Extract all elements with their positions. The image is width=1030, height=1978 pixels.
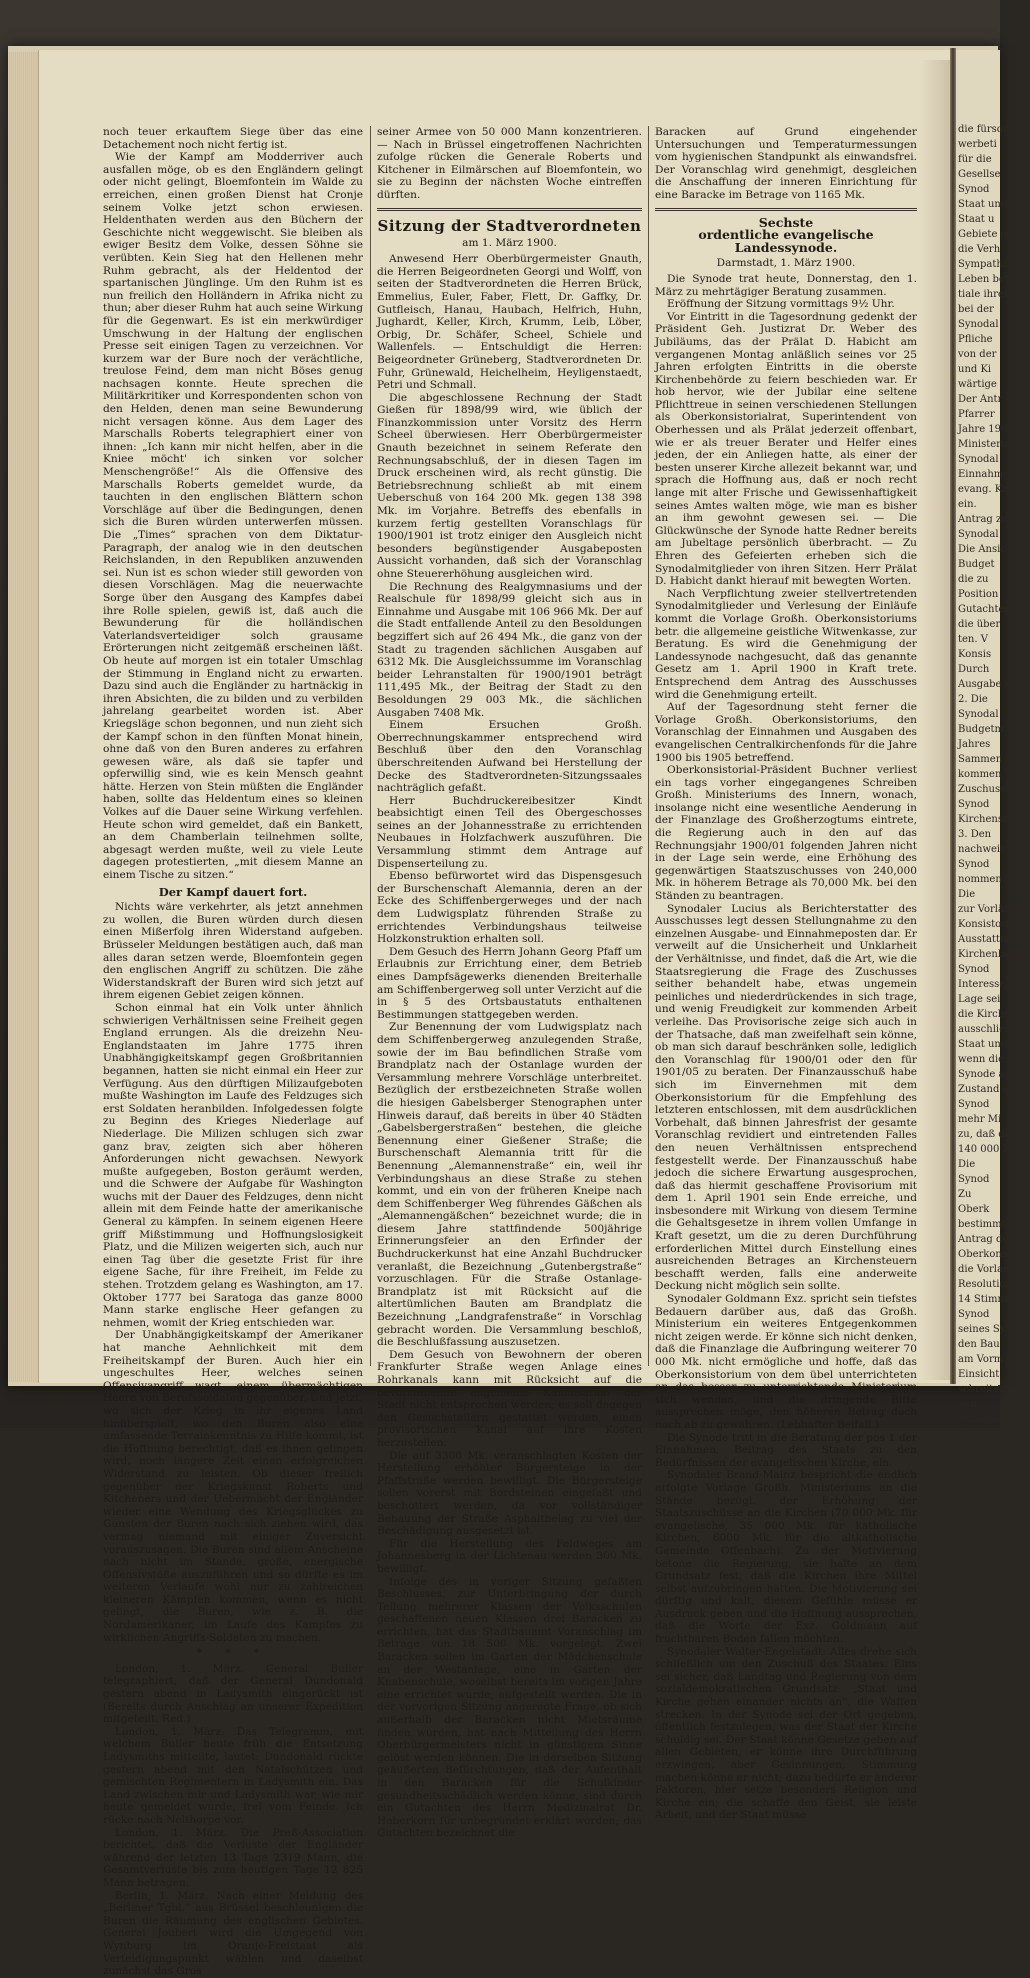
facing-page-line: schreiten.: [958, 1384, 1009, 1395]
facing-page-line: Staat u: [958, 214, 995, 225]
telegram-paragraph: London, 1. März. Die Preß-Association berichtet, daß die Verluste der Engländer während der letzten 13 Tage 2319 Mann, die Gesamtverluste bis zum heutigen Tage 12 825 Mann betragen.: [103, 1826, 363, 1889]
separator-stars: * * *: [196, 1647, 270, 1660]
paragraph: Nichts wäre verkehrter, als jetzt annehmen zu wollen, die Buren würden durch diesen einen Mißerfolg ihren Widerstand aufgeben. Brüsseler Meldungen bestätigen auch, daß man alles daran setzen werde, Bloemfontein gegen den englischen Angriff zu schützen. Die zähe Widerstandskraft der Buren wird sich jetzt auf ihrem eigenen Gebiet zeigen können.: [103, 901, 363, 1002]
page-shadow: [920, 60, 950, 1380]
paragraph: Synodaler Brand-Mainz bespricht die endlich erfolgte Vorlage Großh. Ministeriums an die Stände bezügl. der Erhöhung der Staatszuschüsse an die Kirchen (70 000 Mk. für evangelische, 35 000 Mk. für katholische Kirchen, 6000 Mk. für die altkatholische Gemeinde Offenbach). Zu der Motivierung betone die Regierung, sie halte an dem Grundsatz fest, daß die Kirchen ihre Mittel selbst aufzubringen hätten. Die Motivierung sei dürftig und kalt, diesem Gefühle müsse er Ausdruck geben und die Hoffnung aussprechen, daß die Worte der Exz. Goldmann auf fruchtbaren Boden fallen möchten.: [655, 1469, 917, 1646]
facing-page-line: Vorsch: [958, 1444, 993, 1455]
facing-page-line: evang. Kirche: [958, 484, 1029, 495]
facing-page-line: kommen: [958, 769, 1002, 780]
paragraph: Schon einmal hat ein Volk unter ähnlich schwierigen Verhältnissen seine Freiheit gegen England errungen. Als die dreizehn Neu-Englandstaaten im Jahre 1775 ihren Unabhängigkeitskampf gegen Großbritannien begannen, hatten sie nicht einmal ein Heer zur Verfügung. Aus den dürftigen Milizaufgeboten mußte Washington im Laufe des Feldzuges sich erst Soldaten heranbilden. Infolgedessen folgte zu Beginn des Krieges Niederlage auf Niederlage. Die Milizen schlugen sich zwar ganz brav, zeigten sich aber höheren Anforderungen nicht gewachsen. Newyork mußte aufgegeben, Boston geräumt werden, und die Schwere der Aufgabe für Washington wuchs mit der Dauer des Feldzuges, denn nicht allein mit dem Feinde hatte der amerikanische General zu kämpfen. In seinem eigenen Heere griff Mißstimmung und Hoffnungslosigkeit Platz, und die Milizen weigerten sich, auch nur einen Tag über die gesetzte Frist für ihre eigene Sache, für ihre Freiheit, im Felde zu stehen. Trotzdem gelang es Washington, am 17. Oktober 1777 bei Saratoga das ganze 8000 Mann starke englische Heer gefangen zu nehmen, womit der Krieg entschieden war.: [103, 1001, 363, 1329]
facing-page-line: Sammen: [958, 754, 1003, 765]
facing-page-line: Interesse: [958, 979, 1006, 990]
paragraph: Die Rechnung des Realgymnasiums und der Realschule für 1898/99 gleicht sich aus in Einnahme und Ausgabe mit 106 966 Mk. Der auf die Stadt entfallende Anteil zu den Besoldungen begziffert sich auf 26 494 Mk., die ganz von der Stadt zu tragenden sächlichen Ausgaben auf 6312 Mk. Die Ausgleichssumme im Voranschlag beider Lehranstalten für 1900/1901 beträgt 111,495 Mk., der Beitrag der Stadt zu den Besoldungen 29 003 Mk., die sächlichen Ausgaben 7408 Mk.: [377, 580, 642, 719]
facing-page-line: Oberkonsi: [958, 1249, 1011, 1260]
paragraph: Ebenso befürwortet wird das Dispensgesuch der Burschenschaft Alemannia, deren an der Ecke des Schiffenbergerweges und der nach dem Ludwigsplatz führenden Straße zu errichtendes Verbindungshaus teilweise Holzkonstruktion erhalten soll.: [377, 870, 642, 946]
facing-page-line: Zustand ein: [958, 1084, 1019, 1095]
facing-page-line: Konsistorium: [958, 919, 1026, 930]
facing-page-line: Die Ansic: [958, 544, 1006, 555]
facing-page-line: am Vorm: [958, 1354, 1004, 1365]
facing-page-line: Die: [958, 889, 976, 900]
facing-page-line: für die: [958, 154, 992, 165]
facing-page-line: Budget: [958, 559, 995, 570]
paragraph: Für die Herstellung des Feldweges am Johannesberg in der Lichtenau werden 300 Mk. bewilligt.: [377, 1537, 642, 1575]
facing-page-line: Kirchenbaue: [958, 949, 1023, 960]
facing-page-line: Budgetm: [958, 724, 1005, 735]
column-3: [655, 126, 917, 1822]
facing-page-line: zu, daß di: [958, 1129, 1008, 1140]
paragraph: Die Synode tritt in die Beratung der pos 1 der Einnahmen, Beitrag des Staats zu den Bedürfnissen der evangelischen Kirche, ein.: [655, 1431, 917, 1469]
facing-page-line: die Kirchen: [958, 1009, 1017, 1020]
facing-page-line: mehr Mi: [958, 1114, 1002, 1125]
facing-page-line: wenn die: [958, 1054, 1005, 1065]
facing-page-line: die Vorlage: [958, 1264, 1016, 1275]
facing-page-line: den Bau: [958, 1339, 1000, 1350]
telegram-paragraph: Berlin, 1. März. Nach einer Meldung des „Berliner Tgbl.“ aus Brüssel beschleunigen die Buren die Räumung des englischen Gebietes. General Joubert wird die Umgegend von Wynburg im Oranje-Freistaat als Verteidigungspunkt wählen und daselbst zunächst das Gros: [103, 1889, 363, 1978]
facing-page-line: die Verh: [958, 244, 1001, 255]
facing-page-line: Ausstattun: [958, 934, 1013, 945]
facing-page-line: Synodal: [958, 529, 999, 540]
paragraph: seiner Armee von 50 000 Mann konzentrieren. — Nach in Brüssel eingetroffenen Nachrichten zufolge rücken die Generale Roberts und Kitchener in Eilmärschen auf Bloemfontein, wo sie zu Beginn der nächsten Woche eintreffen dürften.: [377, 126, 642, 201]
telegram-paragraph: London, 1. März. General Buller telegraphiert, daß der General Dundonald gestern abend in Ladysmith eingerückt ist (Bereits durch Anschlag an unserer Expedition mitgeteilt. Red.): [103, 1662, 363, 1726]
facing-page-line: und Ki: [958, 364, 992, 375]
facing-page-line: Einsicht: [958, 1369, 1000, 1380]
facing-page-line: Synod: [958, 799, 990, 810]
facing-page-text: [956, 50, 1030, 1457]
facing-page-line: Gutachten: [958, 604, 1011, 615]
facing-page-line: Kirchenstel: [958, 814, 1017, 825]
article-title-line-2: ordentliche evangelische Landessynode.: [698, 227, 874, 255]
facing-page-line: Durch: [958, 664, 990, 675]
facing-page-line: 14 Stimmen: [958, 1294, 1020, 1305]
article-title-line-1: Sechste: [758, 214, 814, 230]
facing-page-line: Gesellse: [958, 169, 1001, 180]
facing-page-fragment: [956, 50, 1030, 1455]
facing-page-line: Synod: [958, 859, 990, 870]
facing-page-line: ten. V: [958, 634, 988, 645]
paragraph: Vor Eintritt in die Tagesordnung gedenkt der Präsident Geh. Justizrat Dr. Weber des Jubiläums, das der Prälat D. Habicht am vergangenen Montag anläßlich seines vor 25 Jahren erfolgten Eintritts in die oberste Kirchenbehörde zu feiern beschieden war. Er hob hervor, wie der Jubilar eine seltene Pflichttreue in seinen verschiedenen Stellungen als Oberkonsistorialrat, Superintendent von Oberhessen und als Prälat jederzeit offenbart, wie er als treuer Berater und Helfer eines jeden, der ein Anliegen hatte, als einer der besten unserer Kirche allezeit bekannt war, und sprach die Hoffnung aus, daß er noch recht lange mit alter Frische und Gewissenhaftigkeit seines Amtes walten möge, wie man es bisher an ihm gewohnt gewesen sei. — Die Glückwünsche der Synode hatte Redner bereits am Jubeltage persönlich überbracht. — Zu Ehren des Gefeierten erheben sich die Synodalmitglieder von ihren Sitzen. Herr Prälat D. Habicht dankt hierauf mit bewegten Worten.: [655, 310, 917, 588]
paragraph: Nach Verpflichtung zweier stellvertretenden Synodalmitglieder und Verlesung der Einläufe kommt die Vorlage Großh. Oberkonsistoriums betr. die allgemeine geistliche Witwenkasse, zur Beratung. Es wird die Genehmigung der Landessynode nachgesucht, daß das genannte Gesetz am 1. April 1900 in Kraft trete. Entsprechend dem Antrag des Ausschusses wird die Genehmigung erteilt.: [655, 587, 917, 701]
paragraph: Dem Gesuch von Bewohnern der oberen Frankfurter Straße wegen Anlage eines Rohrkanals kann mit Rücksicht auf die bevorstehende allgemeine Kanalisation der Stadt nicht entsprochen werden; es soll dagegen den Gesuchstellern gestattet werden, einen provisorischen Kanal auf ihre Kosten herzustellen.: [377, 1348, 642, 1449]
facing-page-line: nachweis: [958, 844, 1006, 855]
facing-page-line: seines Sy: [958, 1324, 1006, 1335]
paragraph: Zur Benennung der vom Ludwigsplatz nach dem Schiffenbergerweg anzulegenden Straße, sowie der im Bau befindlichen Straße vom Brandplatz nach der Ostanlage wurden der Versammlung mehrere Vorschläge unterbreitet. Bezüglich der erstbezeichneten Straße wollen die hiesigen Gabelsberger Stenographen unter Hinweis darauf, daß bereits in über 40 Städten „Gabelsbergerstraßen“ bestehen, die gleiche Benennung einer Gießener Straße; die Burschenschaft Alemannia tritt für die Benennung „Alemannenstraße“ ein, weil ihr Verbindungshaus an diese Straße zu stehen kommt, und ein von der früheren Kneipe nach dem Schiffenberger Weg führendes Gäßchen als „Alemannengäßchen“ bezeichnet wurde; die in diesem Jahre stattfindende 500jährige Erinnerungsfeier an den Erfinder der Buchdruckerkunst hat eine Anzahl Buchdrucker veranlaßt, die Bezeichnung „Gutenbergstraße“ vorzuschlagen. Für die Straße Ostanlage-Brandplatz ist mit Rücksicht auf die altertümlichen Bauten am Brandplatz die Bezeichnung „Landgrafenstraße“ in Vorschlag gebracht worden. Die Versammlung beschloß, die Beschlußfassung auszusetzen.: [377, 1021, 642, 1349]
page-edges: [8, 52, 39, 1382]
facing-page-line: ein.: [958, 499, 977, 510]
paragraph: Eröffnung der Sitzung vormittags 9½ Uhr.: [667, 298, 895, 311]
facing-page-line: Staat und: [958, 1039, 1008, 1050]
paragraph: Der Unabhängigkeitskampf der Amerikaner hat manche Aehnlichkeit mit dem Freiheitskampf der Buren. Auch hier ein ungeschultes Heer, welches seinen Offensivangriff wagt, einem übermächtigen Heere von Berufssoldaten gegenüber. Und jetzt, wo sich der Krieg in ihr eigenes Land hinüberspielt, wo den Buren also eine umfassende Terrainkenntnis zu Hilfe kommt, ist die Hoffnung berechtigt, daß es ihnen gelingen wird, noch längere Zeit einen erfolgreichen Widerstand zu leisten. Ob dieser freilich gegenüber der Kriegskunst Roberts und Kitcheners und der Uebermacht der Engländer wieder eine Wendung des Kriegsglückes zu Gunsten der Buren nach sich ziehen wird, das vermag niemand mit einiger Zuversicht vorauszusagen. Die Buren sind allem Anscheine nach nicht im Stande, große, energische Offensivstöße auszuführen und so dürfte es im weiteren Verlaufe wohl nur zu zahlreichen kleineren Kämpfen kommen, wenn es nicht gelingt, die Buren, wie z. B. die Nordamerikaner, im Laufe des Kampfes zu wirklichen Angriffs-Soldaten zu machen.: [103, 1329, 363, 1644]
paragraph: Dem Gesuch des Herrn Johann Georg Pfaff um Erlaubnis zur Errichtung einer, dem Betrieb eines Dampfsägewerks dienenden Breiterhalle am Schiffenbergerweg soll unter Verzicht auf die in § 5 des Ortsbaustatuts enthaltenen Bestimmungen stattgegeben werden.: [377, 945, 642, 1021]
facing-page-line: bei der: [958, 304, 994, 315]
facing-page-line: werbeti: [958, 139, 997, 150]
facing-page-line: Synod: [958, 1174, 990, 1185]
paragraph: Baracken auf Grund eingehender Untersuchungen und Temperaturmessungen vom hygienischen Standpunkt als einwandsfrei. Der Voranschlag wird genehmigt, desgleichen die Anschaffung der inneren Einrichtung für eine Baracke im Betrage von 1165 Mk.: [655, 126, 917, 201]
facing-page-line: Gebiete an: [958, 229, 1013, 240]
facing-page-line: Zuschuss: [958, 784, 1006, 795]
facing-page-line: die fürsor: [958, 124, 1008, 135]
facing-page-line: Synodal: [958, 709, 999, 720]
article-date: am 1. März 1900.: [462, 236, 557, 249]
facing-page-line: Die: [958, 1159, 976, 1170]
facing-page-line: 3. Den: [958, 829, 992, 840]
section-heading: Der Kampf dauert fort.: [158, 884, 308, 899]
paragraph: Oberkonsistorial-Präsident Buchner verliest ein tags vorher eingegangenes Schreiben Großh. Ministeriums des Innern, wonach, insolange nicht eine wesentliche Aenderung in der Finanzlage des Großherzogtums eintrete, die Regierung auch in den auf das Rechnungsjahr 1900/01 folgenden Jahren nicht in der Lage sein werde, eine Erhöhung des gegenwärtigen Staatszuschusses von 240,000 Mk. in höherem Betrage als 70,000 Mk. bei den Ständen zu beantragen.: [655, 764, 917, 903]
facing-page-line: Ministerin: [958, 439, 1011, 450]
facing-page-line: Antrag zum: [958, 514, 1018, 525]
paragraph: Synodaler Walter-Engelstadt: Alles drehe sich schließlich um den Zuschuß des Staates. Eins sei sicher, daß Landtag und Regierung von dem sozialdemokratischen Grundsatz: „Staat und Kirche gehen einander nichts an“, die Waffen strecken. In der Synode sei der Ort gegeben, öffentlich festzulegen, was der Staat der Kirche schuldig sei. Der Staat könne Gesetze geben auf allen Gebieten, er könne ihre Durchführung erzwingen, aber Gesinnungen, Stimmung machen könne er nicht; dazu bedürfe er anderer Faktoren, hier setze besonders Religion und Kirche ein; die schaffe den Geist, sie leiste Arbeit, und der Staat müsse: [655, 1645, 917, 1822]
facing-page-line: Lage sei: [958, 994, 1001, 1005]
facing-page-line: Einnahme: [958, 469, 1010, 480]
paragraph: Synodaler Lucius als Berichterstatter des Ausschusses legt dessen Stellungnahme zu den einzelnen Ausgabe- und Einnahmeposten dar. Er verweilt auf die Unsicherheit und Unklarheit der Verhältnisse, und findet, daß die Art, wie die Staatsregierung die Frage des Zuschusses seither behandelt habe, etwas ungemein peinliches und niederdrückendes in sich trage, und wenig Freudigkeit zur kommenden Arbeit verleihe. Das Provisorische zeige sich auch in der Thatsache, daß man zweifelhaft sein könne, ob man sich darauf beschränken solle, lediglich den Voranschlag für 1900/01 oder den für 1901/05 zu beraten. Der Finanzausschuß habe sich im Einvernehmen mit dem Oberkonsistorium für die Empfehlung des letzteren entschlossen, mit dem ausdrücklichen Vorbehalt, daß binnen Jahresfrist der gesamte Voranschlag revidiert und eintretenden Falles den neuen Verhältnissen entsprechend festgestellt werde. Der Finanzausschuß habe jedoch die sichere Erwartung ausgesprochen, daß das hiermit geschaffene Provisorium mit dem 1. April 1901 sein Ende erreiche, und insbesondere mit Wirkung von diesem Termine die Gehaltsgesetze in ihrem vollen Umfange in Kraft gesetzt, um die zu deren Durchführung erforderlichen Mittel durch Einstellung eines ausreichenden Betrages an Kirchensteuern beschafft werden, falls eine anderweite Deckung nicht möglich sein sollte.: [655, 902, 917, 1293]
facing-page-line: nommen.: [958, 874, 1005, 885]
facing-page-line: wärtige: [958, 379, 997, 390]
column-divider: [370, 126, 371, 1366]
facing-page-line: Resolution: [958, 1279, 1012, 1290]
facing-page-line: bestimmte: [958, 1219, 1012, 1230]
article-dateline: Darmstadt, 1. März 1900.: [716, 257, 856, 270]
article-title: Sitzung der Stadtverordneten: [377, 216, 642, 235]
facing-page-line: Pfliche: [958, 334, 993, 345]
facing-page-line: Leben bet: [958, 274, 1009, 285]
telegram-paragraph: London, 1. März. Das Telegramm, mit welchem Buller heute früh die Entsetzung Ladysmiths mitteilte, lautet: Dundonald rückte gestern abend mit den Natalschützen und gemischten Regimentern in Ladysmith ein. Das Land zwischen mir und Ladysmith war, wie mir heute gemeldet wurde, frei vom Feinde. Ich rücke nach Nelthorpe vor.: [103, 1725, 363, 1826]
column-divider: [648, 126, 649, 1366]
facing-page-line: Antrag des: [958, 1234, 1014, 1245]
paragraph: Infolge des in voriger Sitzung gefaßten Beschlusses, zur Unterbringung der durch Teilung mehrerer Klassen der Volksschulen geschaffenen neuen Klassen drei Baracken zu errichten, hat das Stadtbauamt Voranschlag im Betrage von 18 500 Mk. vorgelegt. Zwei Baracken sollen im Garten der Mädchenschule an der Westanlage, eine in Garten der Knabenschule, woselbst bereits im vorigen Jahre eine errichtet wurde, aufgestellt werden. Die in der vorvorigen Sitzung angeregte Frage, ob sich außerhalb der Baracken nicht Mietsräume finden würden, hat nach Mitteilung des Herrn Oberbürgermeisters nicht in günstigem Sinne gelöst werden können. Die in derselben Sitzung geäußerten Befürchtungen, daß der Aufenthalt in den Baracken für die Schulkinder gesundheitsschädlich werden könne, sind durch ein Gutachten des Herrn Medizinalrat Dr. Haberkorn für unbegründet erklärt worden; das Gutachten bezeichnet die: [377, 1575, 642, 1840]
facing-page-line: Stammun: [958, 1414, 1007, 1425]
paragraph: Die Synode trat heute, Donnerstag, den 1. März zu mehrtägiger Beratung zusammen.: [655, 272, 917, 298]
facing-page-line: Jahre 1900/1: [958, 424, 1024, 435]
facing-page-line: Synodal: [958, 319, 999, 330]
paragraph: Auf der Tagesordnung steht ferner die Vorlage Großh. Oberkonsistoriums, den Voranschlag der Einnahmen und Ausgaben des evangelischen Centralkirchenfonds für die Jahre 1900 bis 1905 betreffend.: [655, 701, 917, 764]
facing-page-line: von der: [958, 349, 997, 360]
facing-page-line: Synod: [958, 964, 990, 975]
facing-page-line: ausschließlich: [958, 1024, 1030, 1035]
facing-page-line: Konsis: [958, 649, 992, 660]
facing-page-line: Staat und: [958, 199, 1008, 210]
facing-page-line: Synod: [958, 184, 990, 195]
paragraph: Die abgeschlossene Rechnung der Stadt Gießen für 1898/99 wird, wie üblich der Finanzkommission unter Vorsitz des Herrn Scheel überwiesen. Herr Oberbürgermeister Gnauth bezeichnet in seinem Referate den Rechnungsabschluß, der in diesen Tagen im Druck erscheinen wird, als recht günstig. Die Betriebsrechnung schließt ab mit einem Ueberschuß von 164 200 Mk. gegen 138 398 Mk. im Vorjahre. Betreffs des ebenfalls in kurzem fertig gestellten Voranschlags für 1900/1901 ist trotz einiger den Ausgleich nicht besonders begünstigender Ausgabeposten Aussicht vorhanden, daß sich der Voranschlag ohne Steuererhöhung ausgleichen wird.: [377, 391, 642, 580]
facing-page-line: Synod: [958, 1309, 990, 1320]
facing-page-line: Sympathi: [958, 259, 1007, 270]
facing-page-line: Jahres: [958, 739, 991, 750]
column-1: [103, 126, 363, 1978]
facing-page-line: Ausgabe: [958, 679, 1002, 690]
paragraph: Anwesend Herr Oberbürgermeister Gnauth, die Herren Beigeordneten Georgi und Wolff, von seiten der Stadtverordneten die Herren Brück, Emmelius, Euler, Faber, Flett, Dr. Gaffky, Dr. Gutfleisch, Hanau, Haubach, Helfrich, Huhn, Jughardt, Keller, Kirch, Krumm, Leib, Löber, Orbig, Dr. Schäfer, Scheel, Schiele und Wallenfels. — Entschuldigt die Herren: Beigeordneter Grüneberg, Stadtverordneten Dr. Fuhr, Grünewald, Heichelheim, Heyligenstaedt, Petri und Schmall.: [377, 253, 642, 392]
facing-page-line: Zu: [958, 1189, 972, 1200]
facing-page-line: Synod: [958, 1099, 990, 1110]
facing-page-line: die über: [958, 619, 1001, 630]
section-rule: [655, 208, 917, 211]
facing-page-line: Syn: [958, 1399, 977, 1410]
facing-page-line: 140 000 M: [958, 1144, 1013, 1155]
facing-page-line: Synode au: [958, 1069, 1011, 1080]
section-rule: [377, 208, 642, 211]
facing-page-line: die zu: [958, 574, 989, 585]
paragraph: Synodaler Goldmann Exz. spricht sein tiefstes Bedauern darüber aus, daß das Großh. Ministerium ein weiteres Entgegenkommen nicht zeigen werde. Er könne sich nicht denken, daß die Finanzlage die Aufbringung weiterer 70 000 Mk. nicht ermögliche und hoffe, daß das Oberkonsistorium von dem übel unterrichteten an das besser zu unterrichtende Ministerium sich wenden, und die dringende Bitte aussprechen möge, den höheren Betrag doch noch ab zu gewähren. (Lebhafter Beifall.): [655, 1293, 917, 1431]
column-2: [377, 126, 642, 1840]
paragraph: Die auf 3300 Mk. veranschlagten Kosten der Herstellung erhöhter Bürgersteige in der Pfaffstraße werden bewilligt. Die Bürgersteige sollen vorerst mit Bordsteinen eingefaßt und beschottert werden, da vor vollständiger Bebauung der Straße Asphaltbelag zu viel der Beschädigung ausgesetzt ist.: [377, 1449, 642, 1538]
paragraph: Herr Buchdruckereibesitzer Kindt beabsichtigt einen Teil des Obergeschosses seines an der Johannesstraße zu errichtenden Neubaues in Holzfachwerk auszuführen. Die Versammlung stimmt dem Antrage auf Dispenserteilung zu.: [377, 794, 642, 870]
facing-page-line: Der Antr: [958, 394, 1003, 405]
facing-page-line: Oberk: [958, 1204, 990, 1215]
facing-page-line: Synodal: [958, 454, 999, 465]
facing-page-line: Pfarrer: [958, 409, 995, 420]
facing-page-line: 2. Die: [958, 694, 988, 705]
facing-page-line: zur Vorläufi: [958, 904, 1018, 915]
paragraph: Wie der Kampf am Modderriver auch ausfallen möge, ob es den Engländern gelingt oder nicht gelingt, Bloemfontein im Walde zu erreichen, einen großen Dienst hat Cronje seinem Volke jetzt schon erwiesen. Heldenthaten werden aus den Büchern der Geschichte nicht weggewischt. Sie bleiben als ewiger Besitz dem Volke, dessen Söhne sie verübten. Kein Sieg hat den Hellenen mehr Ruhm gebracht, als der Heldentod der spartanischen Jünglinge. Um den Ruhm ist es nun freilich den Holländern in Afrika nicht zu thun; aber dieser Ruhm hat auch seine Wirkung für die Gegenwart. Es ist ein merkwürdiger Umschwung in der Haltung der englischen Presse seit einigen Tagen zu verzeichnen. Vor kurzem war der Bure noch der verächtliche, treulose Feind, dem man nicht Böses genug nachsagen konnte. Heute sprechen die Militärkritiker und Korrespondenten schon von den Helden, denen man seine Bewunderung nicht versagen könne. Aus dem Lager des Marschalls Roberts telegraphiert einer von ihnen: „Ich kann mir nicht helfen, aber in die Kniee möcht' ich sinken vor solcher Menschengröße!“ Als die Offensive des Marschalls Roberts gemeldet wurde, da tauchten in den englischen Blättern schon Vorschläge auf über die Bedingungen, denen sich die Buren würden unterwerfen müssen. Die „Times“ sprachen von dem Diktatur-Paragraph, der analog wie in den deutschen Reichslanden, in den Republiken anzuwenden sei. Nun ist es schon wieder still geworden von diesen Vorschlägen. Mag die neuerwachte Sorge über den Ausgang des Kampfes dabei ihre Rolle spielen, gewiß ist, daß auch die Bewunderung für die holländischen Vaterlandsverteidiger solch grausame Erörterungen nicht zeitgemäß erscheinen läßt. Ob heute auf morgen ist ein totaler Umschlag der Stimmung in England nicht zu erwarten. Dazu sind auch die Engländer zu hartnäckig in ihren Absichten, die zu bilden und zu verbilden jahrelang gearbeitet worden ist. Aber Kriegsläge schon begonnen, und nun zieht sich der Kampf schon in den fünften Monat hinein, ohne daß von den Buren anderes zu erfahren gewesen wäre, als daß sie tapfer und opferwillig sind, wie es kein Mensch geahnt hätte. Herzen von Stein müßten die Engländer haben, sollte das Heldentum eines so kleinen Volkes auf die Dauer seine Wirkung verfehlen. Heute schon wird gemeldet, daß ein Bankett, an dem Chamberlain teilnehmen sollte, abgesagt werden mußte, weil zu viele Leute dagegen protestierten, „mit diesem Manne an einem Tische zu sitzen.“: [103, 151, 363, 882]
facing-page-line: Aufk: [958, 1429, 982, 1440]
facing-page-line: tiale ihrer: [958, 289, 1009, 300]
paragraph: noch teuer erkauftem Siege über das eine Detachement noch nicht fertig ist.: [103, 126, 363, 151]
paragraph: Einem Ersuchen Großh. Oberrechnungskammer entsprechend wird Beschluß über den den Voranschlag überschreitenden Aufwand bei Herstellung der Decke des Stadtverordneten-Sitzungssaales nachträglich gefaßt.: [377, 719, 642, 795]
facing-page-line: Position: [958, 589, 999, 600]
